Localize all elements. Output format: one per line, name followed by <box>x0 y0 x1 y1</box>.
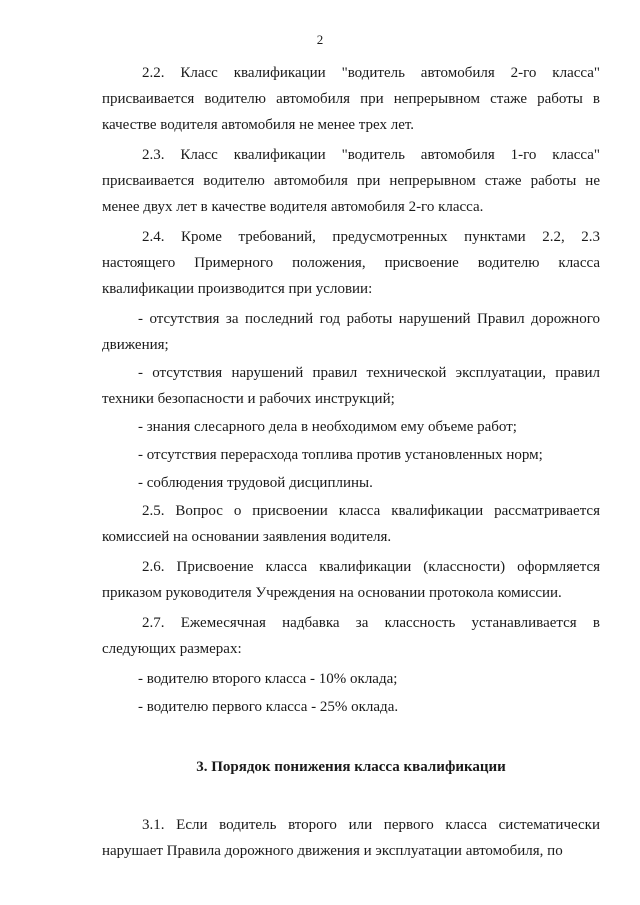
condition-item: - отсутствия перерасхода топлива против установленных норм; <box>138 447 543 463</box>
paragraph-2-5: 2.5. Вопрос о присвоении класса квалификации рассматривается комиссией на основании заявления водителя. <box>102 503 600 545</box>
section-2-body <box>102 60 600 720</box>
condition-item: - соблюдения трудовой дисциплины. <box>138 475 373 491</box>
bonus-item: - водителю первого класса - 25% оклада. <box>138 699 399 715</box>
paragraph-2-3: 2.3. Класс квалификации "водитель автомобиля 1-го класса" присваивается водителю автомобиля при непрерывном стаже работы не менее двух лет в качестве водителя автомобиля 2-го класса. <box>102 147 600 215</box>
condition-item: - отсутствия нарушений правил технической эксплуатации, правил техники безопасности и рабочих инструкций; <box>102 365 600 407</box>
bonus-item: - водителю второго класса - 10% оклада; <box>138 671 398 687</box>
page-number: 2 <box>316 32 324 47</box>
paragraph-2-2: 2.2. Класс квалификации "водитель автомобиля 2-го класса" присваивается водителю автомобиля при непрерывном стаже работы в качестве водителя автомобиля не менее трех лет. <box>102 65 600 133</box>
condition-item: - отсутствия за последний год работы нарушений Правил дорожного движения; <box>102 311 600 353</box>
paragraph-3-1: 3.1. Если водитель второго или первого класса систематически нарушает Правила дорожного движения и эксплуатации автомобиля, по <box>102 817 600 859</box>
document-body <box>102 60 600 868</box>
section-3-body <box>102 812 600 864</box>
section-heading: 3. Порядок понижения класса квалификации <box>196 759 506 775</box>
paragraph-2-7: 2.7. Ежемесячная надбавка за классность устанавливается в следующих размерах: <box>102 615 600 657</box>
paragraph-2-4: 2.4. Кроме требований, предусмотренных пунктами 2.2, 2.3 настоящего Примерного положения, присвоение водителю класса квалификации производится при условии: <box>102 229 600 297</box>
paragraph-2-6: 2.6. Присвоение класса квалификации (классности) оформляется приказом руководителя Учреждения на основании протокола комиссии. <box>102 559 600 601</box>
condition-item: - знания слесарного дела в необходимом ему объеме работ; <box>138 419 517 435</box>
